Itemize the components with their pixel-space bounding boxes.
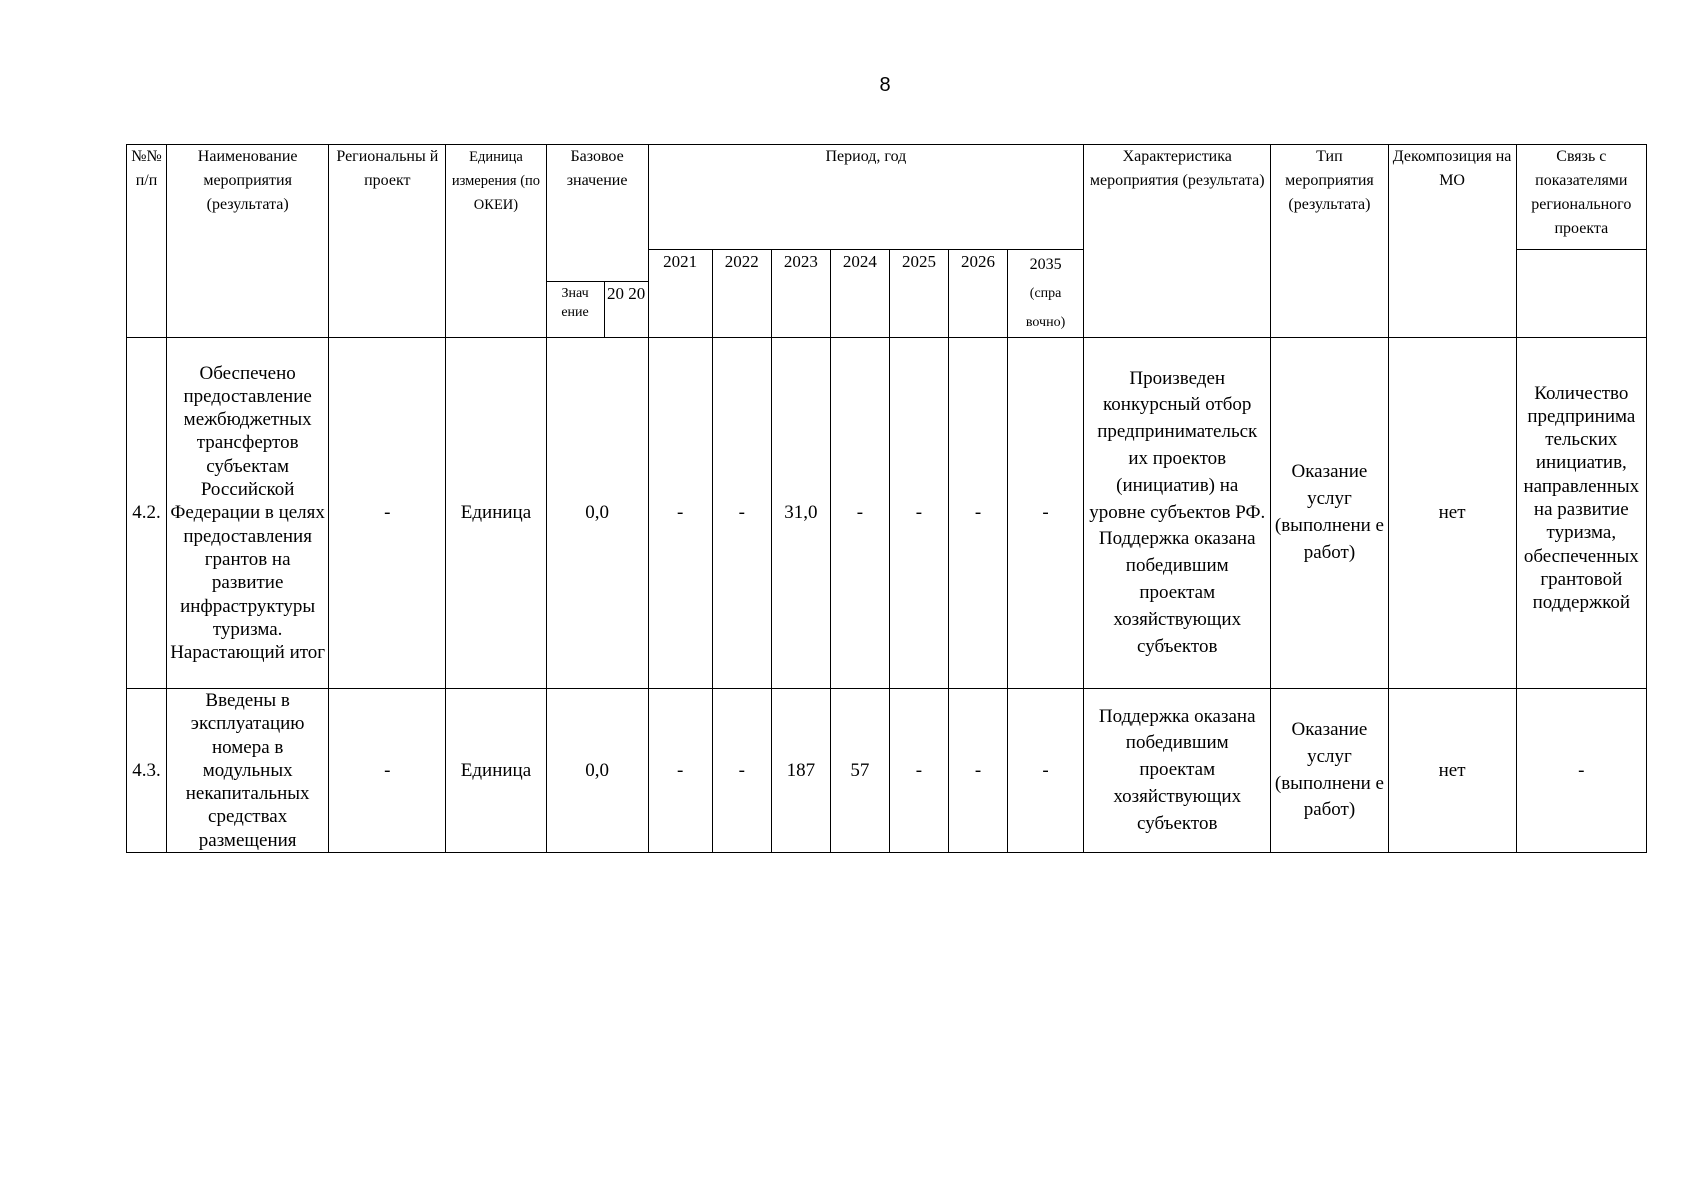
header-year-2035-value: 2035 <box>1029 256 1062 273</box>
row-value: 57 <box>830 689 889 853</box>
header-row <box>127 145 1647 250</box>
row-value: - <box>712 338 771 689</box>
row-link: Количество предпринима тельских инициатив, направленных на развитие туризма, обеспеченных грантовой поддержкой <box>1516 338 1646 689</box>
header-base-value-sub: Знач ение <box>546 282 604 338</box>
header-year: 2026 <box>948 250 1007 338</box>
header-link: Связь с показателями регионального проекта <box>1516 145 1646 250</box>
row-value: 187 <box>771 689 830 853</box>
header-year: 2021 <box>648 250 712 338</box>
header-characteristic: Характеристика мероприятия (результата) <box>1084 145 1271 338</box>
row-base-value: 0,0 <box>546 689 648 853</box>
header-unit: Единица измерения (по ОКЕИ) <box>446 145 546 338</box>
row-unit: Единица <box>446 338 546 689</box>
measures-table <box>126 144 1647 853</box>
header-link-empty <box>1516 250 1646 338</box>
header-period: Период, год <box>648 145 1083 250</box>
row-type: Оказание услуг (выполнени е работ) <box>1271 338 1388 689</box>
row-characteristic: Произведен конкурсный отбор предпринимательск их проектов (инициатив) на уровне субъектов РФ. Поддержка оказана победившим проектам хозяйствующих субъектов <box>1084 338 1271 689</box>
row-base-value: 0,0 <box>546 338 648 689</box>
header-regional-project: Региональны й проект <box>329 145 446 338</box>
header-name: Наименование мероприятия (результата) <box>167 145 329 338</box>
header-base-value: Базовое значение <box>546 145 648 282</box>
row-value: - <box>830 338 889 689</box>
row-value: - <box>948 338 1007 689</box>
header-year-2035 <box>1008 250 1084 338</box>
row-regional-project: - <box>329 338 446 689</box>
row-value: - <box>1008 338 1084 689</box>
header-year-2035-note: (спра вочно) <box>1025 286 1066 330</box>
row-name: Введены в эксплуатацию номера в модульных некапитальных средствах размещения <box>167 689 329 853</box>
row-value: 31,0 <box>771 338 830 689</box>
row-value: - <box>648 689 712 853</box>
row-characteristic: Поддержка оказана победившим проектам хозяйствующих субъектов <box>1084 689 1271 853</box>
row-type: Оказание услуг (выполнени е работ) <box>1271 689 1388 853</box>
row-value: - <box>1008 689 1084 853</box>
row-value: - <box>648 338 712 689</box>
row-value: - <box>889 338 948 689</box>
table-row <box>127 338 1647 689</box>
header-decomposition: Декомпозиция на МО <box>1388 145 1516 338</box>
header-base-year: 20 20 <box>604 282 648 338</box>
table-row <box>127 689 1647 853</box>
row-value: - <box>948 689 1007 853</box>
row-unit: Единица <box>446 689 546 853</box>
header-type: Тип мероприятия (результата) <box>1271 145 1388 338</box>
row-num: 4.3. <box>127 689 167 853</box>
row-value: - <box>712 689 771 853</box>
header-year: 2025 <box>889 250 948 338</box>
page-number: 8 <box>879 74 891 96</box>
header-num: №№ п/п <box>127 145 167 338</box>
header-year: 2022 <box>712 250 771 338</box>
row-link: - <box>1516 689 1646 853</box>
row-num: 4.2. <box>127 338 167 689</box>
row-decomposition: нет <box>1388 338 1516 689</box>
header-year: 2023 <box>771 250 830 338</box>
row-value: - <box>889 689 948 853</box>
header-year: 2024 <box>830 250 889 338</box>
row-decomposition: нет <box>1388 689 1516 853</box>
row-regional-project: - <box>329 689 446 853</box>
row-name: Обеспечено предоставление межбюджетных трансфертов субъектам Российской Федерации в целях предоставления грантов на развитие инфраструктуры туризма. Нарастающий итог <box>167 338 329 689</box>
